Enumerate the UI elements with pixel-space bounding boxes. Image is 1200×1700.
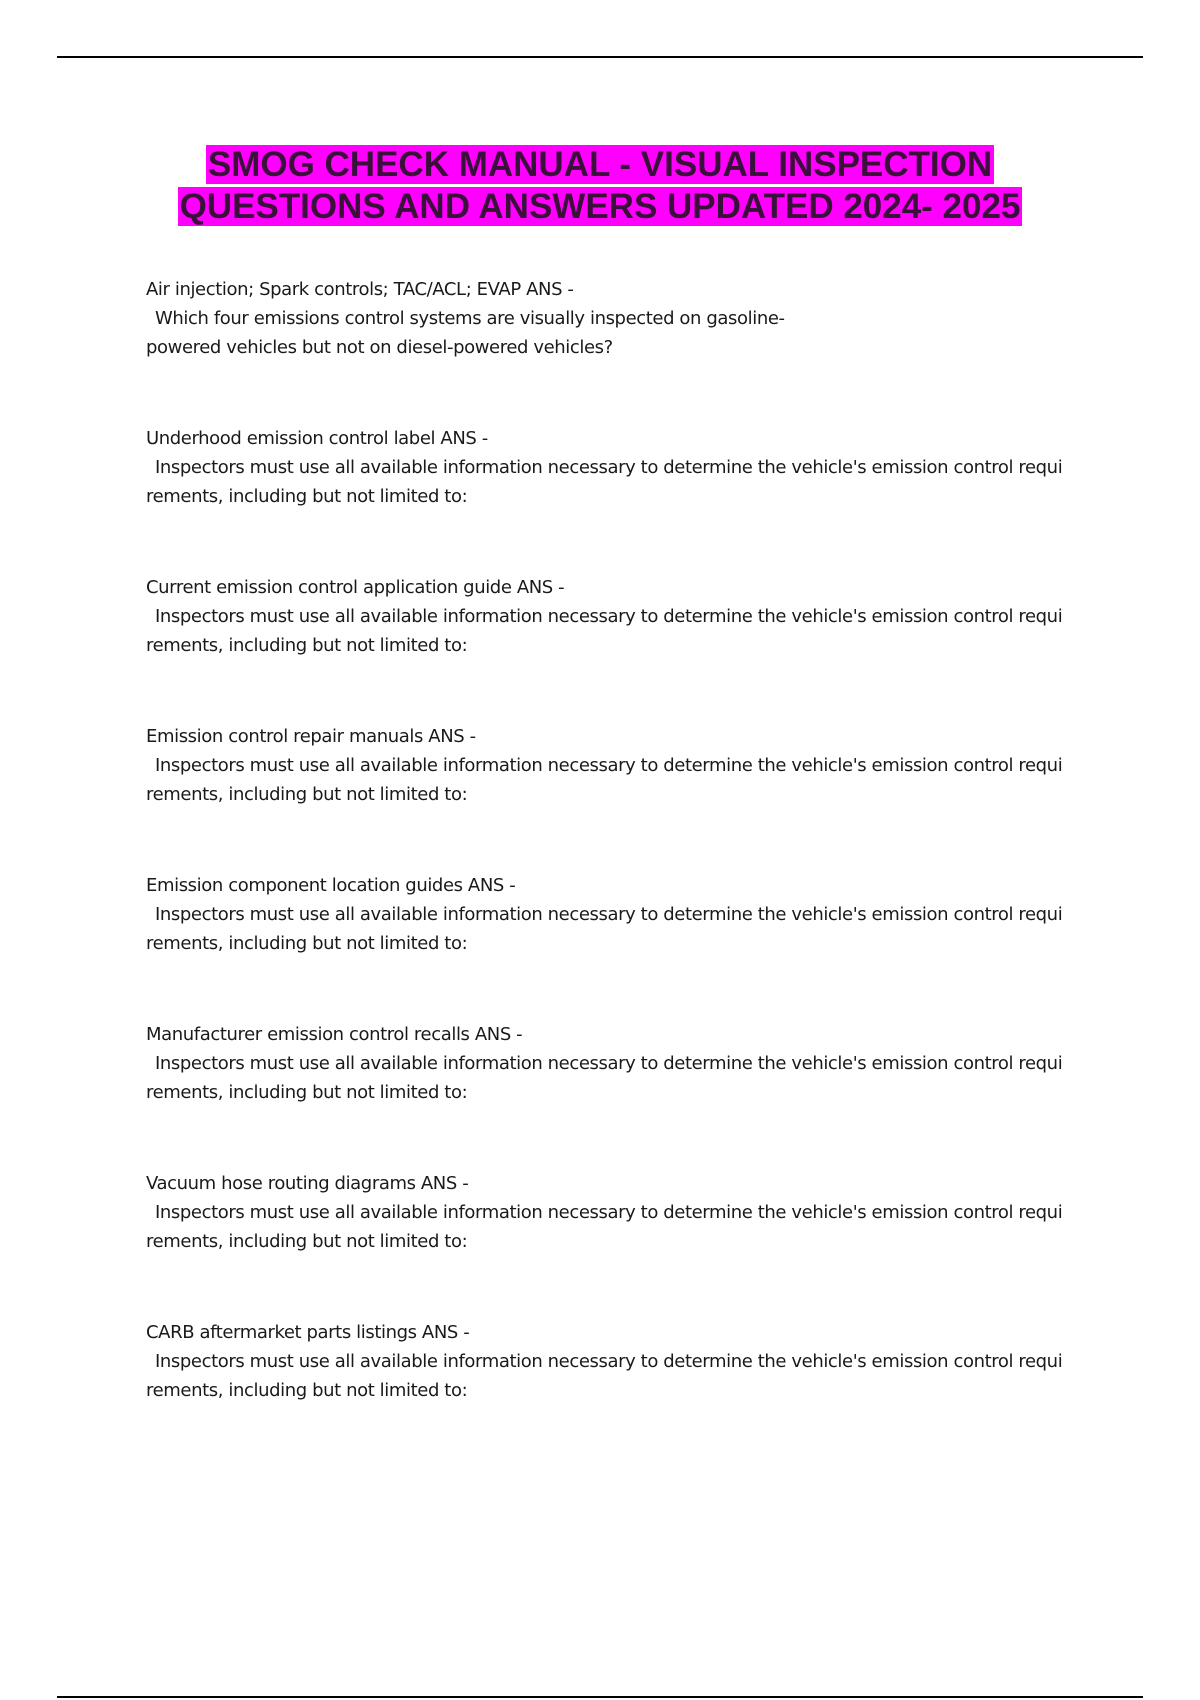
qa-definition-line: rements, including but not limited to:	[146, 784, 468, 805]
qa-definition-line: Inspectors must use all available information necessary to determine the vehicle's emission control requi	[155, 904, 1063, 925]
qa-item	[146, 1020, 1106, 1169]
qa-definition-line: Inspectors must use all available information necessary to determine the vehicle's emission control requi	[155, 1053, 1063, 1074]
qa-definition-line: rements, including but not limited to:	[146, 933, 468, 954]
qa-item	[146, 871, 1106, 1020]
qa-definition-line: Which four emissions control systems are visually inspected on gasoline-	[155, 308, 785, 329]
title-line-1: SMOG CHECK MANUAL - VISUAL INSPECTION	[207, 145, 993, 184]
qa-definition-line: rements, including but not limited to:	[146, 1231, 468, 1252]
qa-term: Manufacturer emission control recalls ANS -	[146, 1024, 523, 1045]
top-rule	[57, 56, 1143, 58]
qa-list	[146, 275, 1106, 1467]
qa-term: Air injection; Spark controls; TAC/ACL; EVAP ANS -	[146, 279, 574, 300]
qa-definition-line: rements, including but not limited to:	[146, 1380, 468, 1401]
qa-definition-line: rements, including but not limited to:	[146, 635, 468, 656]
qa-definition-line: Inspectors must use all available information necessary to determine the vehicle's emission control requi	[155, 606, 1063, 627]
qa-term: Vacuum hose routing diagrams ANS -	[146, 1173, 469, 1194]
qa-definition-line: Inspectors must use all available information necessary to determine the vehicle's emission control requi	[155, 1351, 1063, 1372]
qa-definition-line: powered vehicles but not on diesel-powered vehicles?	[146, 337, 613, 358]
title-line-2: QUESTIONS AND ANSWERS UPDATED 2024- 2025	[179, 187, 1021, 226]
bottom-rule	[57, 1696, 1143, 1698]
qa-term: Emission control repair manuals ANS -	[146, 726, 476, 747]
qa-term: Emission component location guides ANS -	[146, 875, 516, 896]
qa-item	[146, 424, 1106, 573]
qa-item	[146, 275, 1106, 424]
qa-term: Current emission control application guide ANS -	[146, 577, 565, 598]
qa-definition-line: Inspectors must use all available information necessary to determine the vehicle's emission control requi	[155, 755, 1063, 776]
qa-definition-line: rements, including but not limited to:	[146, 486, 468, 507]
qa-term: CARB aftermarket parts listings ANS -	[146, 1322, 470, 1343]
qa-item	[146, 573, 1106, 722]
document-title	[0, 144, 1200, 228]
qa-definition-line: rements, including but not limited to:	[146, 1082, 468, 1103]
qa-item	[146, 1169, 1106, 1318]
qa-term: Underhood emission control label ANS -	[146, 428, 488, 449]
qa-definition-line: Inspectors must use all available information necessary to determine the vehicle's emission control requi	[155, 1202, 1063, 1223]
qa-item	[146, 722, 1106, 871]
qa-definition-line: Inspectors must use all available information necessary to determine the vehicle's emission control requi	[155, 457, 1063, 478]
qa-item	[146, 1318, 1106, 1467]
